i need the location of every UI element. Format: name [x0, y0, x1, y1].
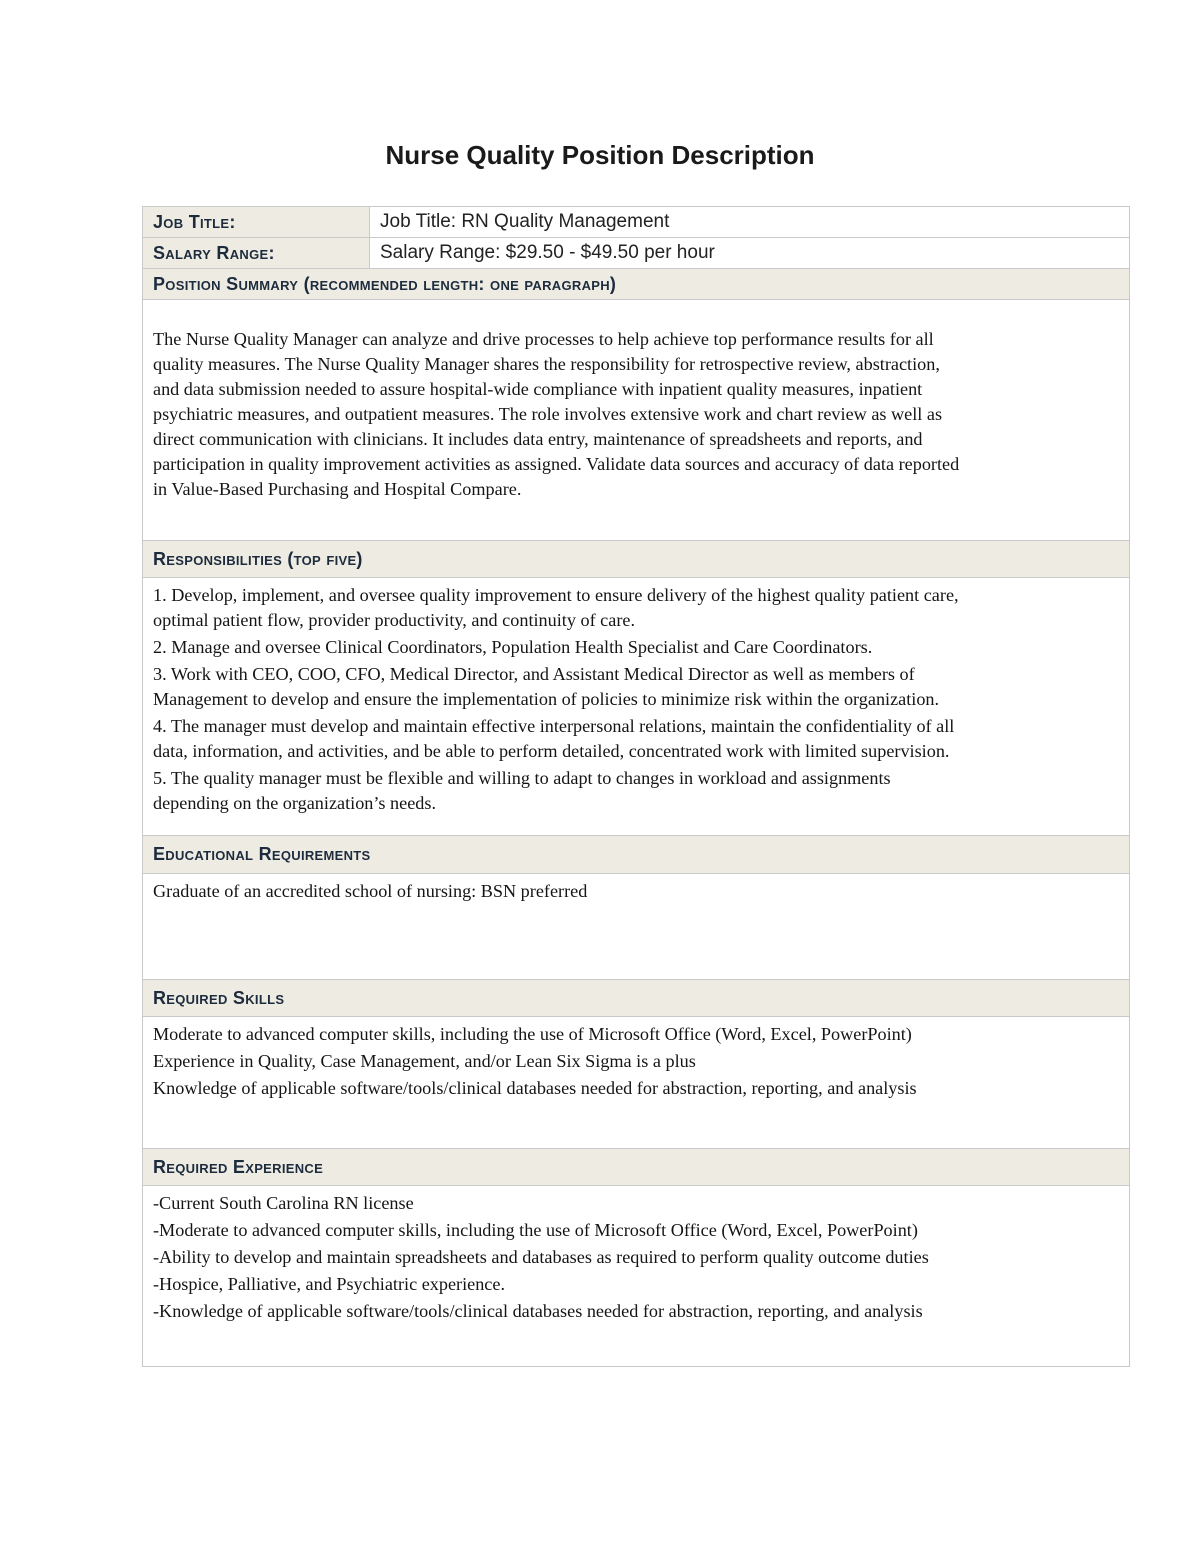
skills-header-row [143, 980, 1130, 1017]
education-body-row [143, 874, 1130, 980]
position-description-table [142, 206, 1130, 1367]
responsibility-item [153, 714, 1119, 764]
experience-body [143, 1186, 1130, 1367]
summary-line: participation in quality improvement activities as assigned. Validate data sources and accuracy of data reported [153, 454, 960, 474]
position-summary-heading: Position Summary (recommended length: one paragraph) [143, 269, 1130, 300]
summary-line: The Nurse Quality Manager can analyze and drive processes to help achieve top performance results for all [153, 329, 934, 349]
experience-item: -Knowledge of applicable software/tools/clinical databases needed for abstraction, reporting, and analysis [153, 1301, 923, 1321]
skill-item: Experience in Quality, Case Management, and/or Lean Six Sigma is a plus [153, 1051, 696, 1071]
responsibility-line: 2. Manage and oversee Clinical Coordinators, Population Health Specialist and Care Coordinators. [153, 637, 873, 657]
skills-body-row [143, 1017, 1130, 1149]
experience-item: -Moderate to advanced computer skills, including the use of Microsoft Office (Word, Excel, PowerPoint) [153, 1220, 918, 1240]
salary-range-value: Salary Range: $29.50 - $49.50 per hour [370, 238, 1130, 269]
responsibility-item [153, 662, 1119, 712]
summary-line: direct communication with clinicians. It includes data entry, maintenance of spreadsheets and reports, and [153, 429, 923, 449]
experience-heading: Required Experience [143, 1149, 1130, 1186]
skill-item: Moderate to advanced computer skills, including the use of Microsoft Office (Word, Excel, PowerPoint) [153, 1024, 912, 1044]
summary-line: and data submission needed to assure hospital-wide compliance with inpatient quality measures, inpatient [153, 379, 923, 399]
education-heading: Educational Requirements [143, 836, 1130, 874]
experience-header-row [143, 1149, 1130, 1186]
document-title: Nurse Quality Position Description [385, 140, 815, 170]
responsibility-item [153, 583, 1119, 633]
position-summary-header-row [143, 269, 1130, 300]
position-summary-body [143, 300, 1130, 541]
responsibility-line: 5. The quality manager must be flexible and willing to adapt to changes in workload and assignments [153, 768, 891, 788]
experience-item: -Ability to develop and maintain spreadsheets and databases as required to perform quality outcome duties [153, 1247, 929, 1267]
responsibility-line: 3. Work with CEO, COO, CFO, Medical Director, and Assistant Medical Director as well as members of [153, 664, 915, 684]
summary-line: psychiatric measures, and outpatient measures. The role involves extensive work and chart review as well as [153, 404, 943, 424]
responsibility-line: 1. Develop, implement, and oversee quality improvement to ensure delivery of the highest quality patient care, [153, 585, 959, 605]
experience-item: -Hospice, Palliative, and Psychiatric experience. [153, 1274, 506, 1294]
responsibilities-header-row [143, 541, 1130, 578]
responsibility-line: optimal patient flow, provider productivity, and continuity of care. [153, 610, 636, 630]
job-title-row [143, 207, 1130, 238]
skills-heading: Required Skills [143, 980, 1130, 1017]
responsibility-line: Management to develop and ensure the implementation of policies to minimize risk within the organization. [153, 689, 940, 709]
job-title-value: Job Title: RN Quality Management [370, 207, 1130, 238]
responsibility-item [153, 635, 1119, 660]
job-title-label: Job Title: [143, 207, 370, 238]
responsibilities-heading: Responsibilities (top five) [143, 541, 1130, 578]
responsibility-line: 4. The manager must develop and maintain effective interpersonal relations, maintain the confidentiality of all [153, 716, 955, 736]
responsibilities-body-row [143, 578, 1130, 836]
experience-body-row [143, 1186, 1130, 1367]
education-header-row [143, 836, 1130, 874]
education-text: Graduate of an accredited school of nursing: BSN preferred [153, 881, 588, 901]
responsibility-line: data, information, and activities, and be able to perform detailed, concentrated work with limited supervision. [153, 741, 950, 761]
experience-item: -Current South Carolina RN license [153, 1193, 414, 1213]
skill-item: Knowledge of applicable software/tools/clinical databases needed for abstraction, reporting, and analysis [153, 1078, 917, 1098]
summary-line: quality measures. The Nurse Quality Manager shares the responsibility for retrospective review, abstraction, [153, 354, 940, 374]
responsibility-item [153, 766, 1119, 816]
salary-range-label: Salary Range: [143, 238, 370, 269]
education-body [143, 874, 1130, 980]
position-summary-body-row [143, 300, 1130, 541]
summary-line: in Value-Based Purchasing and Hospital Compare. [153, 479, 522, 499]
responsibilities-body [143, 578, 1130, 836]
responsibility-line: depending on the organization’s needs. [153, 793, 437, 813]
skills-body [143, 1017, 1130, 1149]
salary-range-row [143, 238, 1130, 269]
